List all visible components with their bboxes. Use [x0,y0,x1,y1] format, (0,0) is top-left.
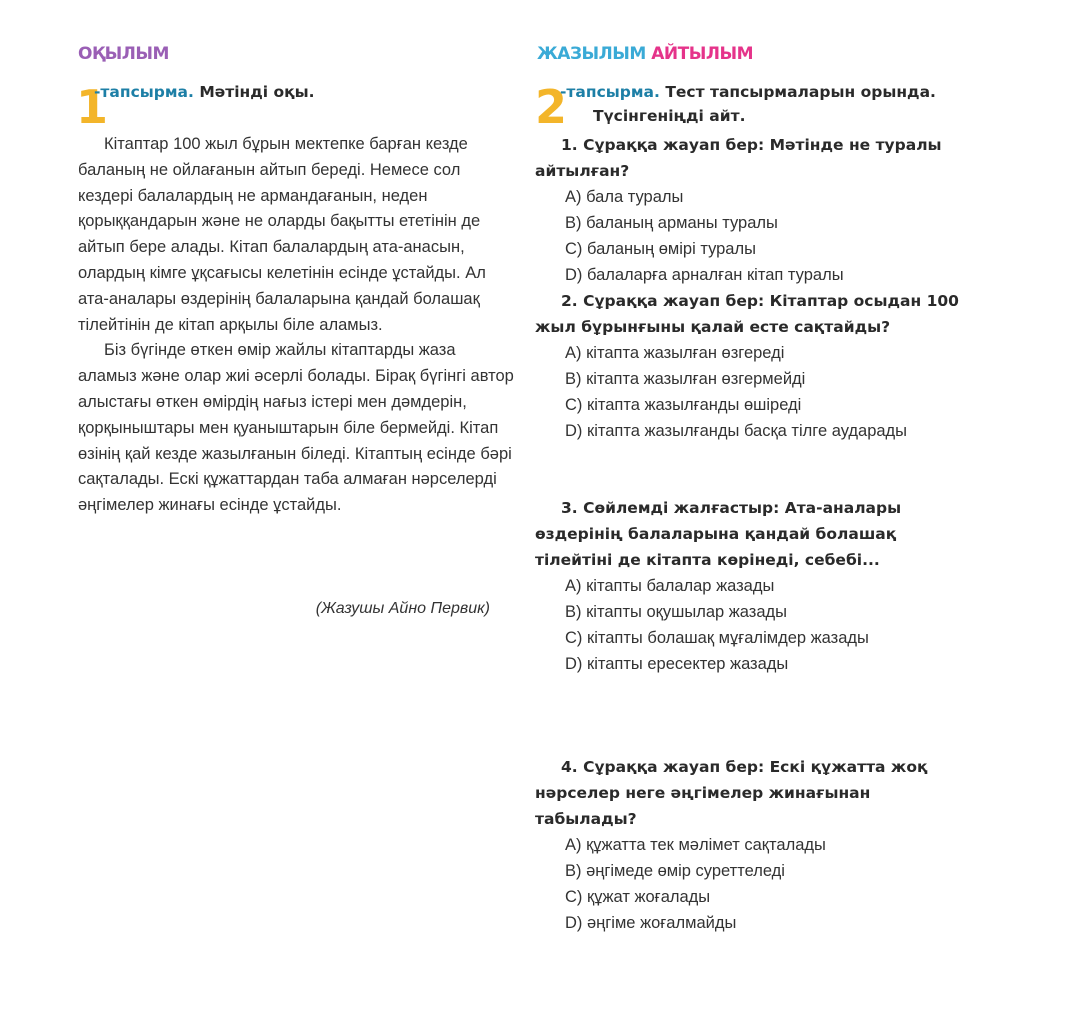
question-1-option-c: C) баланың өмірі туралы [565,240,756,258]
section-label-aitylym: АЙТЫЛЫМ [651,44,753,64]
question-1-option-d: D) балаларға арналған кітап туралы [565,266,844,284]
question-3-option-b: B) кітапты оқушылар жазады [565,603,788,621]
question-2 [535,288,975,444]
task-1-keyword: -тапсырма. [94,83,194,101]
question-4-option-c: C) құжат жоғалады [565,888,711,906]
task-2-text-line2: Түсінгеніңді айт. [593,107,746,125]
question-4-title: 4. Сұраққа жауап бер: Ескі құжатта жоқ нәрселер неге әңгімелер жинағынан табылады? [535,758,928,828]
section-label-zhazylym: ЖАЗЫЛЫМ [537,44,646,64]
task-number-2: 2 [535,80,568,134]
question-2-title: 2. Сұраққа жауап бер: Кітаптар осыдан 100 жыл бұрынғыны қалай есте сақтайды? [535,292,959,336]
question-4 [535,754,975,936]
paragraph-2: Біз бүгінде өткен өмір жайлы кітаптарды жаза аламыз және олар жиі әсерлі болады. Бірақ бүгінгі автор алыстағы өткен өмірдің нағыз істері мен дәмдерін, қорқыныштары мен қуаныштарын біле бермейді. Кітап өзінің қай кезде жазылғанын біледі. Кітаптың есінде бәрі сақталады. Ескі құжаттардан таба алмаған нәрселерді әңгімелер жинағы есінде ұстайды. [78,341,514,515]
question-4-option-d: D) әңгіме жоғалмайды [565,914,737,932]
question-1 [535,132,975,288]
question-2-option-d: D) кітапта жазылғанды басқа тілге аударады [565,422,908,440]
task-2-heading [560,80,936,104]
question-2-option-a: A) кітапта жазылған өзгереді [565,344,785,362]
section-label-okylym: ОҚЫЛЫМ [78,44,169,64]
reading-text [78,132,518,519]
question-1-title: 1. Сұраққа жауап бер: Мәтінде не туралы айтылған? [535,136,942,180]
task-1-text: Мәтінді оқы. [199,83,315,101]
paragraph-1: Кітаптар 100 жыл бұрын мектепке барған кезде баланың не ойлағанын айтып береді. Немесе сол кездері балалардың не армандағанын, неден қорыққандарын және не оларды бақытты ететінін де айтып бере алады. Кітап балалардың ата-анасын, олардың кімге ұқсағысы келетінін есінде ұстайды. Ал ата-аналары өздерінің балаларына қандай болашақ тілейтінін де кітап арқылы біле аламыз. [78,135,486,334]
task-1-heading [94,80,315,104]
question-3-title: 3. Сөйлемді жалғастыр: Ата-аналары өздерінің балаларына қандай болашақ тілейтіні де кітапта көрінеді, себебі... [535,499,902,569]
author-attribution: (Жазушы Айно Первик) [315,600,490,617]
question-4-option-b: B) әңгімеде өмір суреттеледі [565,862,785,880]
question-2-option-c: C) кітапта жазылғанды өшіреді [565,396,802,414]
question-3 [535,495,975,677]
question-3-option-a: A) кітапты балалар жазады [565,577,775,595]
question-1-option-a: A) бала туралы [565,188,684,206]
question-1-option-b: B) баланың арманы туралы [565,214,778,232]
question-4-option-a: A) құжатта тек мәлімет сақталады [565,836,826,854]
section-labels-right [537,44,753,64]
question-3-option-c: C) кітапты болашақ мұғалімдер жазады [565,629,869,647]
task-2-keyword: -тапсырма. [560,83,660,101]
task-number-1: 1 [76,80,109,134]
question-3-option-d: D) кітапты ересектер жазады [565,655,789,673]
task-2-text: Тест тапсырмаларын орында. [665,83,936,101]
question-2-option-b: B) кітапта жазылған өзгермейді [565,370,806,388]
